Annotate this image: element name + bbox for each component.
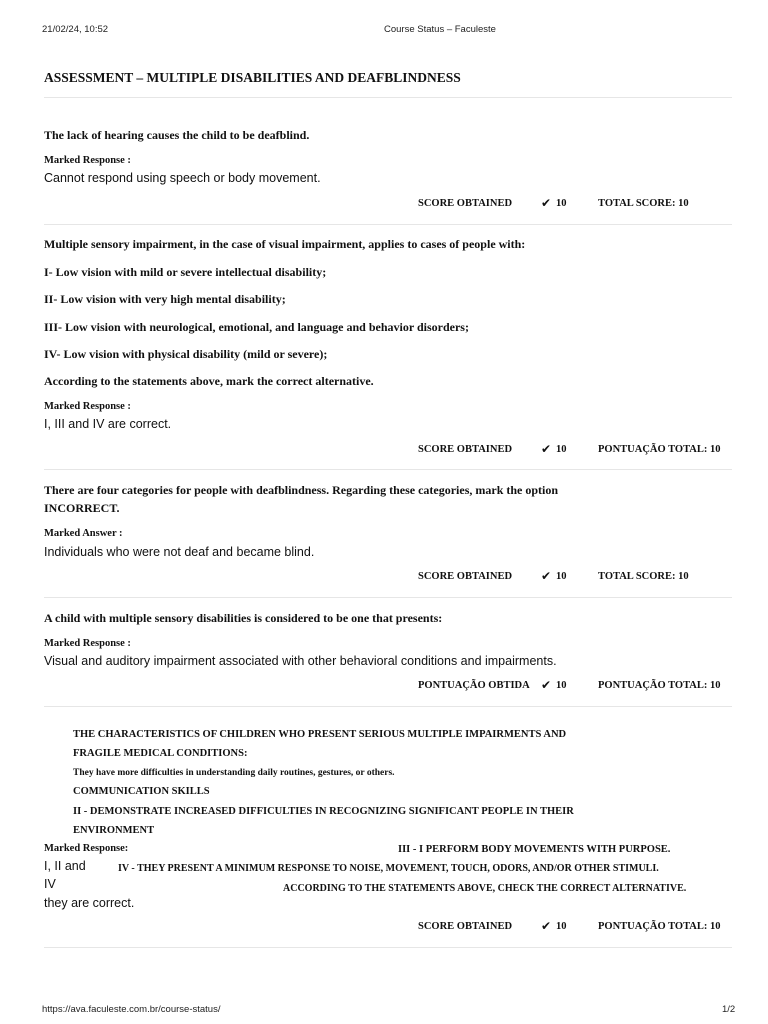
question-4-score-value: 10 [556,680,567,691]
question-5-line: II - DEMONSTRATE INCREASED DIFFICULTIES IN RECOGNIZING SIGNIFICANT PEOPLE IN THEIR [73,806,574,817]
question-5-line: III - I PERFORM BODY MOVEMENTS WITH PURPOSE. [398,844,671,855]
question-2-line: II- Low vision with very high mental disability; [44,292,286,306]
check-icon: ✔ [541,196,552,210]
question-5-response-label: Marked Response: [44,843,129,854]
question-5-score-label: SCORE OBTAINED [418,921,513,932]
question-3-total-score: TOTAL SCORE: 10 [598,571,689,582]
question-divider [44,224,732,225]
question-4-response: Visual and auditory impairment associated with other behavioral conditions and impairments. [44,654,557,668]
print-url: https://ava.faculeste.com.br/course-status/ [42,1004,221,1015]
question-5-line: They have more difficulties in understanding daily routines, gestures, or others. [73,768,395,778]
question-2-total-score: PONTUAÇÃO TOTAL: 10 [598,444,721,455]
question-5-response-line: IV [44,877,56,891]
check-icon: ✔ [541,442,552,456]
question-5-line: ENVIRONMENT [73,825,155,836]
question-1-response-label: Marked Response : [44,155,131,166]
question-divider [44,706,732,707]
question-4-text: A child with multiple sensory disabilities is considered to be one that presents: [44,611,443,625]
check-icon: ✔ [541,919,552,933]
question-1-response: Cannot respond using speech or body movement. [44,171,321,185]
question-2-response: I, III and IV are correct. [44,417,172,431]
question-2-line: III- Low vision with neurological, emotional, and language and behavior disorders; [44,320,469,334]
question-5-total-score: PONTUAÇÃO TOTAL: 10 [598,921,721,932]
question-3-score-value: 10 [556,571,567,582]
question-5-line: ACCORDING TO THE STATEMENTS ABOVE, CHECK THE CORRECT ALTERNATIVE. [283,883,687,894]
question-2-score-label: SCORE OBTAINED [418,444,513,455]
question-2-line: IV- Low vision with physical disability (mild or severe); [44,347,328,361]
question-5-line: COMMUNICATION SKILLS [73,786,210,797]
question-1-text: The lack of hearing causes the child to be deafblind. [44,128,310,142]
question-3-line: INCORRECT. [44,501,120,515]
question-5-score-value: 10 [556,921,567,932]
question-2-score-value: 10 [556,444,567,455]
print-title: Course Status – Faculeste [384,24,496,35]
question-divider [44,469,732,470]
question-5-line: IV - THEY PRESENT A MINIMUM RESPONSE TO NOISE, MOVEMENT, TOUCH, ODORS, AND/OR OTHER STIMULI. [118,863,659,874]
check-icon: ✔ [541,569,552,583]
page-title: ASSESSMENT – MULTIPLE DISABILITIES AND DEAFBLINDNESS [44,70,461,85]
print-page-number: 1/2 [722,1004,736,1015]
question-3-response: Individuals who were not deaf and became blind. [44,545,315,559]
question-4-total-score: PONTUAÇÃO TOTAL: 10 [598,680,721,691]
question-5-line: FRAGILE MEDICAL CONDITIONS: [73,748,248,759]
question-2-line: According to the statements above, mark the correct alternative. [44,374,374,388]
title-divider [44,97,732,98]
question-divider [44,597,732,598]
question-2-line: I- Low vision with mild or severe intellectual disability; [44,265,327,279]
question-3-response-label: Marked Answer : [44,528,123,539]
question-3-score-label: SCORE OBTAINED [418,571,513,582]
question-4-response-label: Marked Response : [44,638,131,649]
question-5-line: THE CHARACTERISTICS OF CHILDREN WHO PRESENT SERIOUS MULTIPLE IMPAIRMENTS AND [73,729,567,740]
question-divider [44,947,732,948]
question-4-score-label: PONTUAÇÃO OBTIDA [418,680,530,691]
question-1-score-value: 10 [556,198,567,209]
check-icon: ✔ [541,678,552,692]
question-3-line: There are four categories for people with deafblindness. Regarding these categories, mark the option [44,483,559,497]
question-5-response-line: they are correct. [44,896,135,910]
question-5-response-line: I, II and [44,859,86,873]
question-1-total-score: TOTAL SCORE: 10 [598,198,689,209]
question-2-line: Multiple sensory impairment, in the case of visual impairment, applies to cases of people with: [44,237,526,251]
print-datetime: 21/02/24, 10:52 [42,24,109,35]
question-2-response-label: Marked Response : [44,401,131,412]
question-1-score-label: SCORE OBTAINED [418,198,513,209]
